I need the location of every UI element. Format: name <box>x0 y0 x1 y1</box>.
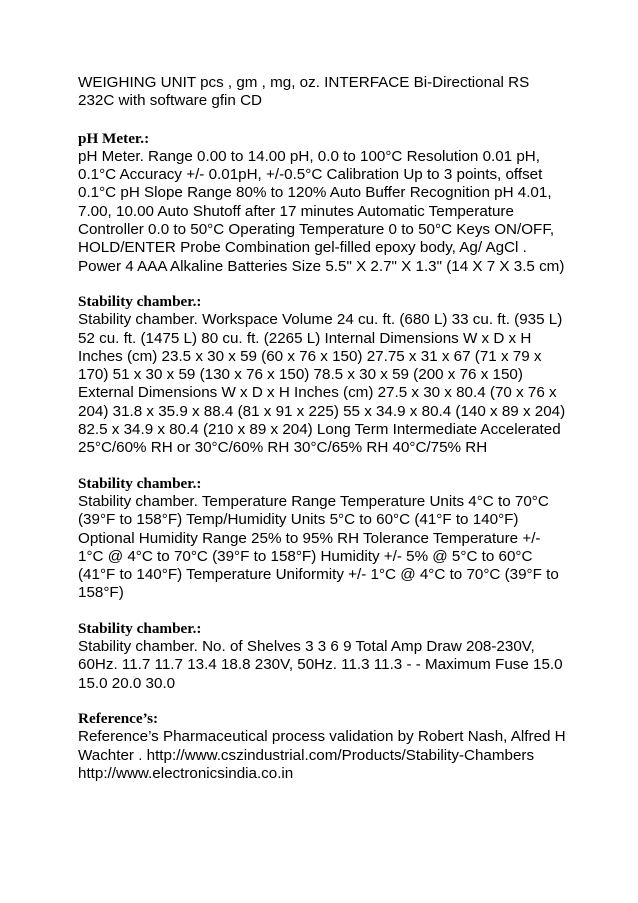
ph-meter-section <box>78 130 568 276</box>
section-heading-references: Reference’s: <box>78 709 159 727</box>
section-heading-stability-chamber-3: Stability chamber.: <box>78 619 202 637</box>
intro-section <box>78 74 568 111</box>
references-section <box>78 710 568 783</box>
section-body-stability-chamber-1: Stability chamber. Workspace Volume 24 cu. ft. (680 L) 33 cu. ft. (935 L) 52 cu. ft. (1475 L) 80 cu. ft. (2265 L) Internal Dimensions W x D x H Inches (cm) 23.5 x 30 x 59 (60 x 76 x 150) 27.75 x 31 x 67 (71 x 79 x 170) 51 x 30 x 59 (130 x 76 x 150) 78.5 x 30 x 59 (200 x 76 x 150) External Dimensions W x D x H Inches (cm) 27.5 x 30 x 80.4 (70 x 76 x 204) 31.8 x 35.9 x 88.4 (81 x 91 x 225) 55 x 34.9 x 80.4 (140 x 89 x 204) 82.5 x 34.9 x 80.4 (210 x 89 x 204) Long Term Intermediate Accelerated 25°C/60% RH or 30°C/60% RH 30°C/65% RH 40°C/75% RH <box>78 311 566 457</box>
document-page <box>78 74 568 800</box>
section-body-references: Reference’s Pharmaceutical process validation by Robert Nash, Alfred H Wachter . http://www.cszindustrial.com/Products/Stability-Chambers http://www.electronicsindia.co.in <box>78 728 566 782</box>
stability-chamber-section-1 <box>78 293 568 458</box>
section-body-ph-meter: pH Meter. Range 0.00 to 14.00 pH, 0.0 to 100°C Resolution 0.01 pH, 0.1°C Accuracy +/- 0.01pH, +/-0.5°C Calibration Up to 3 points, offset 0.1°C pH Slope Range 80% to 120% Auto Buffer Recognition pH 4.01, 7.00, 10.00 Auto Shutoff after 17 minutes Automatic Temperature Controller 0.0 to 50°C Operating Temperature 0 to 50°C Keys ON/OFF, HOLD/ENTER Probe Combination gel-filled epoxy body, Ag/ AgCl . Power 4 AAA Alkaline Batteries Size 5.5" X 2.7" X 1.3" (14 X 7 X 3.5 cm) <box>78 147 565 275</box>
section-heading-ph-meter: pH Meter.: <box>78 129 150 147</box>
stability-chamber-section-2 <box>78 475 568 603</box>
section-body-stability-chamber-2: Stability chamber. Temperature Range Temperature Units 4°C to 70°C (39°F to 158°F) Temp/Humidity Units 5°C to 60°C (41°F to 140°F) Optional Humidity Range 25% to 95% RH Tolerance Temperature +/- 1°C @ 4°C to 70°C (39°F to 158°F) Humidity +/- 5% @ 5°C to 60°C (41°F to 140°F) Temperature Uniformity +/- 1°C @ 4°C to 70°C (39°F to 158°F) <box>78 492 559 602</box>
intro-paragraph: WEIGHING UNIT pcs , gm , mg, oz. INTERFACE Bi-Directional RS 232C with software gfin CD <box>78 74 530 110</box>
section-heading-stability-chamber-2: Stability chamber.: <box>78 474 202 492</box>
section-heading-stability-chamber-1: Stability chamber.: <box>78 292 202 310</box>
stability-chamber-section-3 <box>78 620 568 693</box>
section-body-stability-chamber-3: Stability chamber. No. of Shelves 3 3 6 9 Total Amp Draw 208-230V, 60Hz. 11.7 11.7 13.4 18.8 230V, 50Hz. 11.3 11.3 - - Maximum Fuse 15.0 15.0 20.0 30.0 <box>78 638 563 692</box>
